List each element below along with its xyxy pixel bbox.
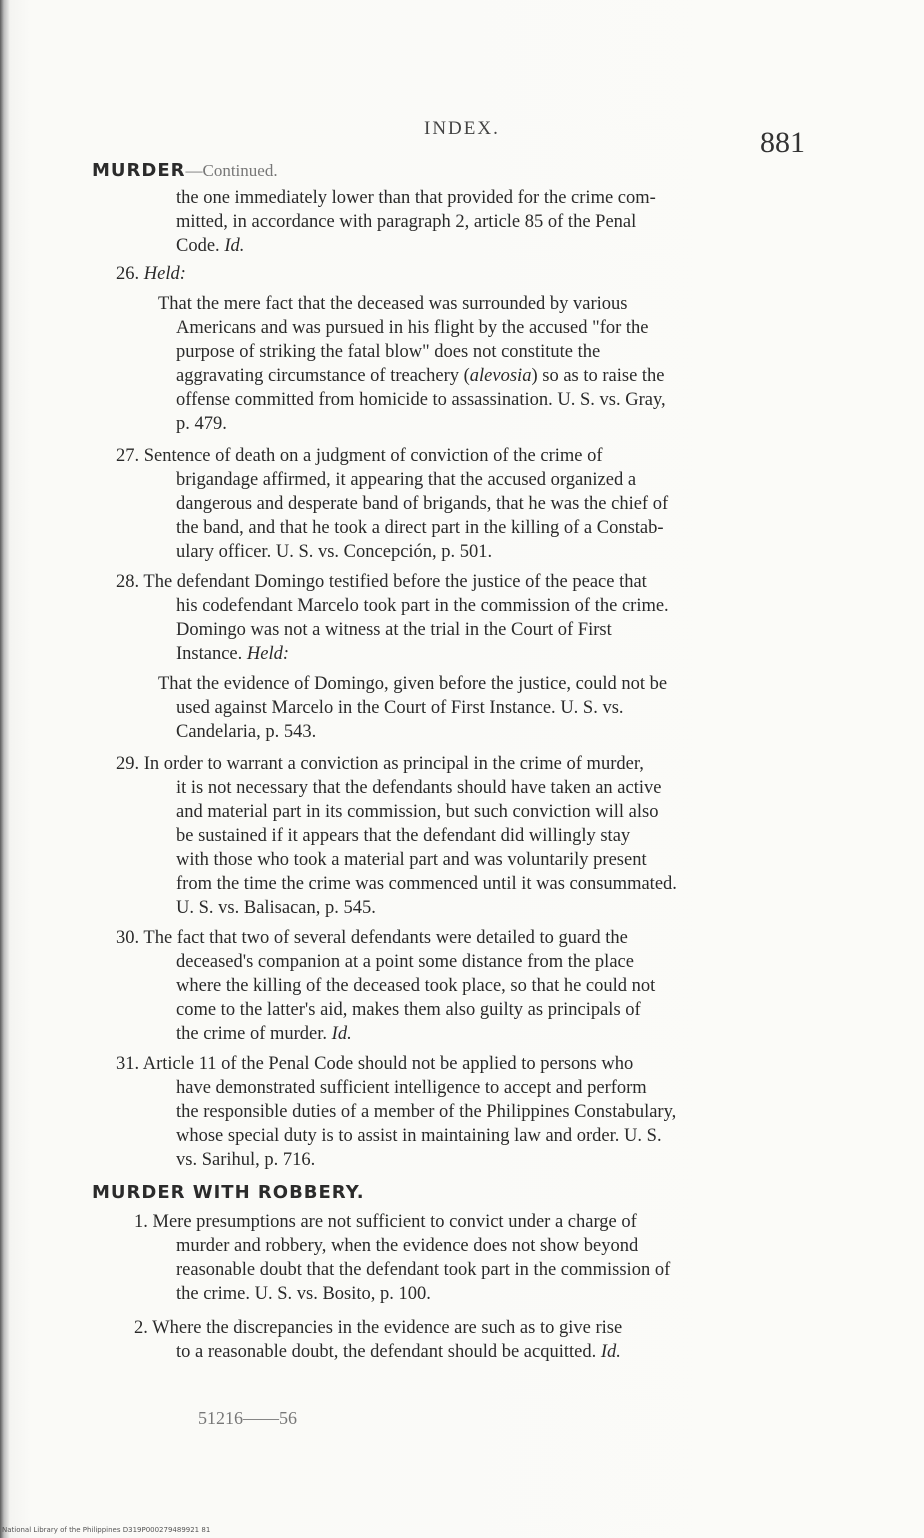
text-line: with those who took a material part and was voluntarily present (176, 850, 647, 870)
section-heading-murder-with-robbery: MURDER WITH ROBBERY. (92, 1182, 365, 1203)
text-line: reasonable doubt that the defendant took part in the commission of (176, 1260, 671, 1280)
text-line: and material part in its commission, but such conviction will also (176, 802, 659, 822)
text-line: the crime. U. S. vs. Bosito, p. 100. (176, 1284, 431, 1304)
section-heading-murder (92, 160, 278, 181)
text-line: That the evidence of Domingo, given before the justice, could not be (158, 674, 668, 694)
text-line: brigandage affirmed, it appearing that the accused organized a (176, 470, 637, 490)
text-line: deceased's companion at a point some distance from the place (176, 952, 634, 972)
text-line: 2. Where the discrepancies in the evidence are such as to give rise (134, 1318, 623, 1338)
text-line: where the killing of the deceased took place, so that he could not (176, 976, 656, 996)
text-line: 1. Mere presumptions are not sufficient to convict under a charge of (134, 1212, 637, 1232)
text-line: Candelaria, p. 543. (176, 722, 317, 742)
text-line: Code. Id. (176, 236, 245, 256)
text-line: whose special duty is to assist in maintaining law and order. U. S. (176, 1126, 662, 1146)
text-line: have demonstrated sufficient intelligence to accept and perform (176, 1078, 647, 1098)
text-line: the crime of murder. Id. (176, 1024, 352, 1044)
paragraph-number: 26. Held: (116, 264, 186, 284)
text-line: mitted, in accordance with paragraph 2, article 85 of the Penal (176, 212, 637, 232)
text-line: the responsible duties of a member of the Philippines Constabulary, (176, 1102, 677, 1122)
text-line: purpose of striking the fatal blow" does not constitute the (176, 342, 601, 362)
signature-mark: 51216——56 (198, 1408, 297, 1428)
text-line: the one immediately lower than that provided for the crime com- (176, 188, 656, 208)
text-line: the band, and that he took a direct part in the killing of a Constab- (176, 518, 664, 538)
text-line: That the mere fact that the deceased was surrounded by various (158, 294, 628, 314)
text-line: 28. The defendant Domingo testified before the justice of the peace that (116, 572, 647, 592)
text-line: Americans and was pursued in his flight by the accused "for the (176, 318, 649, 338)
text-line: vs. Sarihul, p. 716. (176, 1150, 316, 1170)
text-line: murder and robbery, when the evidence does not show beyond (176, 1236, 639, 1256)
text-line: ulary officer. U. S. vs. Concepción, p. 501. (176, 542, 493, 562)
page-number: 881 (760, 126, 805, 159)
text-line: come to the latter's aid, makes them also guilty as principals of (176, 1000, 641, 1020)
text-line: from the time the crime was commenced until it was consummated. (176, 874, 677, 894)
text-line: Domingo was not a witness at the trial in the Court of First (176, 620, 612, 640)
text-line: 30. The fact that two of several defendants were detailed to guard the (116, 928, 628, 948)
text-line: it is not necessary that the defendants should have taken an active (176, 778, 662, 798)
text-line: to a reasonable doubt, the defendant should be acquitted. Id. (176, 1342, 621, 1362)
text-line: Instance. Held: (176, 644, 290, 664)
text-line: aggravating circumstance of treachery (alevosia) so as to raise the (176, 366, 665, 386)
section-title: MURDER (92, 160, 186, 181)
text-line: his codefendant Marcelo took part in the commission of the crime. (176, 596, 669, 616)
text-line: 29. In order to warrant a conviction as principal in the crime of murder, (116, 754, 644, 774)
text-line: used against Marcelo in the Court of First Instance. U. S. vs. (176, 698, 624, 718)
text-line: 31. Article 11 of the Penal Code should not be applied to persons who (116, 1054, 634, 1074)
running-header: INDEX. (424, 118, 500, 139)
text-line: offense committed from homicide to assassination. U. S. vs. Gray, (176, 390, 666, 410)
text-line: be sustained if it appears that the defendant did willingly stay (176, 826, 631, 846)
text-line: U. S. vs. Balisacan, p. 545. (176, 898, 376, 918)
continued-label: —Continued. (185, 161, 278, 180)
text-line: dangerous and desperate band of brigands, that he was the chief of (176, 494, 669, 514)
text-line: p. 479. (176, 414, 227, 434)
scan-credit: National Library of the Philippines D319P000279489921 81 (2, 1526, 211, 1534)
text-line: 27. Sentence of death on a judgment of conviction of the crime of (116, 446, 603, 466)
